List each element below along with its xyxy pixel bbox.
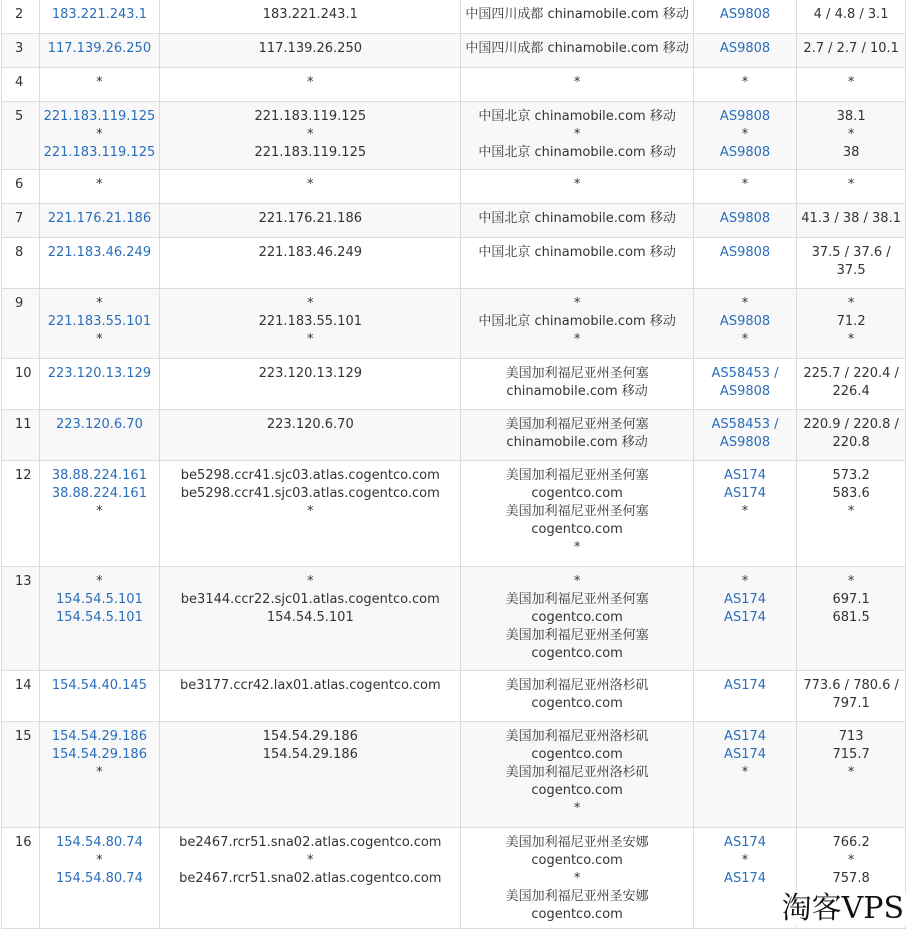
hop-latency-cell <box>797 204 906 238</box>
hop-hostname: 154.54.29.186 <box>262 729 358 744</box>
hop-location-cell <box>461 567 693 671</box>
hop-location: 中国北京 chinamobile.com 移动 <box>478 145 676 160</box>
hop-location: 美国加利福尼亚州圣何塞 <box>505 417 649 432</box>
hop-row <box>2 238 906 289</box>
hop-asn-cell <box>693 722 796 828</box>
hop-asn-cell <box>693 0 796 34</box>
hop-latency-cell <box>797 671 906 722</box>
hop-asn[interactable]: AS174 <box>724 747 767 762</box>
hop-hostname: 221.183.119.125 <box>254 145 367 160</box>
hop-number: 15 <box>15 729 32 744</box>
hop-row <box>2 410 906 461</box>
hop-ip-cell <box>39 0 160 34</box>
hop-latency: * <box>847 765 855 780</box>
hop-hostname: * <box>307 332 314 347</box>
hop-hostname: 183.221.243.1 <box>262 7 358 22</box>
hop-hostname-cell <box>160 170 461 204</box>
hop-latency: 757.8 <box>832 871 870 886</box>
hop-asn[interactable]: AS174 <box>724 729 767 744</box>
hop-location-cell <box>461 34 693 68</box>
hop-location: * <box>573 574 581 589</box>
hop-number-cell <box>2 461 40 567</box>
hop-location-cell <box>461 170 693 204</box>
hop-location-cell <box>461 671 693 722</box>
hop-asn[interactable]: AS174 <box>724 486 767 501</box>
hop-location: * <box>573 801 581 816</box>
hop-location: 美国加利福尼亚州圣何塞 <box>505 468 649 483</box>
hop-location: * <box>573 540 581 555</box>
hop-hostname: 117.139.26.250 <box>258 41 362 56</box>
hop-latency: 697.1 <box>832 592 870 607</box>
hop-asn-cell <box>693 671 796 722</box>
hop-location-cell <box>461 289 693 359</box>
hop-latency: 37.5 / 37.6 / <box>811 245 891 260</box>
hop-asn: * <box>741 127 749 142</box>
hop-latency: 583.6 <box>832 486 870 501</box>
hop-location: cogentco.com <box>531 747 623 762</box>
hop-asn-cell <box>693 204 796 238</box>
hop-ip[interactable]: 223.120.13.129 <box>47 366 152 381</box>
hop-latency: 2.7 / 2.7 / 10.1 <box>803 41 899 56</box>
hop-latency-cell <box>797 410 906 461</box>
hop-latency: 773.6 / 780.6 / <box>803 678 899 693</box>
hop-location-cell <box>461 238 693 289</box>
hop-number: 4 <box>15 75 24 90</box>
hop-number: 5 <box>15 109 24 124</box>
hop-asn: * <box>741 177 749 192</box>
hop-number-cell <box>2 722 40 828</box>
hop-ip[interactable]: 221.183.119.125 <box>43 145 156 160</box>
hop-hostname: * <box>307 574 314 589</box>
hop-asn[interactable]: AS9808 <box>719 435 771 450</box>
hop-asn[interactable]: AS174 <box>724 678 767 693</box>
hop-location: * <box>573 177 581 192</box>
hop-ip: * <box>96 853 103 868</box>
hop-latency: 766.2 <box>832 835 870 850</box>
hop-ip[interactable]: 221.183.119.125 <box>43 109 156 124</box>
hop-latency-cell <box>797 68 906 102</box>
hop-location: 美国加利福尼亚州圣何塞 <box>505 366 649 381</box>
hop-ip-cell <box>39 567 160 671</box>
hop-latency: 37.5 <box>836 263 866 278</box>
hop-hostname-cell <box>160 567 461 671</box>
hop-hostname: be2467.rcr51.sna02.atlas.cogentco.com <box>179 871 442 886</box>
hop-ip[interactable]: 154.54.29.186 <box>51 747 147 762</box>
hop-asn: * <box>741 765 749 780</box>
hop-location: cogentco.com <box>531 522 623 537</box>
hop-latency: * <box>847 853 855 868</box>
hop-ip[interactable]: 38.88.224.161 <box>51 468 147 483</box>
hop-number-cell <box>2 828 40 929</box>
hop-latency: * <box>847 75 855 90</box>
hop-row <box>2 68 906 102</box>
hop-asn: * <box>741 75 749 90</box>
hop-hostname: * <box>307 296 314 311</box>
hop-location: * <box>573 127 581 142</box>
hop-ip: * <box>96 332 103 347</box>
hop-asn-cell <box>693 289 796 359</box>
hop-ip-cell <box>39 671 160 722</box>
hop-location-cell <box>461 204 693 238</box>
hop-ip: * <box>96 765 103 780</box>
hop-location: cogentco.com <box>531 696 623 711</box>
hop-number-cell <box>2 567 40 671</box>
hop-latency-cell <box>797 238 906 289</box>
hop-latency-cell <box>797 0 906 34</box>
hop-row <box>2 461 906 567</box>
hop-asn[interactable]: AS174 <box>724 468 767 483</box>
hop-ip[interactable]: 183.221.243.1 <box>51 7 147 22</box>
hop-location-cell <box>461 102 693 170</box>
hop-hostname-cell <box>160 671 461 722</box>
hop-hostname: 223.120.13.129 <box>258 366 362 381</box>
hop-location-cell <box>461 68 693 102</box>
hop-location-cell <box>461 359 693 410</box>
hop-row <box>2 0 906 34</box>
hop-latency-cell <box>797 722 906 828</box>
hop-ip-cell <box>39 170 160 204</box>
hop-hostname: be3144.ccr22.sjc01.atlas.cogentco.com <box>180 592 440 607</box>
hop-latency: 38 <box>842 145 860 160</box>
hop-ip[interactable]: 117.139.26.250 <box>47 41 152 56</box>
hop-number-cell <box>2 68 40 102</box>
hop-location: cogentco.com <box>531 783 623 798</box>
hop-ip[interactable]: 154.54.29.186 <box>51 729 147 744</box>
hop-asn-cell <box>693 102 796 170</box>
hop-location: 中国北京 chinamobile.com 移动 <box>478 245 676 260</box>
hop-hostname: 154.54.29.186 <box>262 747 358 762</box>
hop-latency: 713 <box>838 729 864 744</box>
hop-asn[interactable]: AS174 <box>724 871 767 886</box>
hop-ip-cell <box>39 461 160 567</box>
hop-latency: 71.2 <box>836 314 866 329</box>
hop-number: 16 <box>15 835 32 850</box>
hop-latency-cell <box>797 170 906 204</box>
hop-asn-cell <box>693 238 796 289</box>
hop-asn: * <box>741 574 749 589</box>
hop-location: cogentco.com <box>531 486 623 501</box>
hop-number-cell <box>2 671 40 722</box>
hop-location-cell <box>461 722 693 828</box>
hop-hostname: * <box>307 504 314 519</box>
hop-location-cell <box>461 828 693 929</box>
hop-row <box>2 170 906 204</box>
hop-row <box>2 34 906 68</box>
hop-ip[interactable]: 221.183.55.101 <box>47 314 152 329</box>
hop-hostname: 221.183.119.125 <box>254 109 367 124</box>
hop-number: 14 <box>15 678 32 693</box>
hop-hostname-cell <box>160 0 461 34</box>
hop-hostname: * <box>307 127 314 142</box>
hop-ip: * <box>96 574 103 589</box>
hop-hostname: 223.120.6.70 <box>266 417 354 432</box>
hop-location: 中国四川成都 chinamobile.com 移动 <box>465 7 689 22</box>
hop-ip-cell <box>39 68 160 102</box>
hop-ip[interactable]: 154.54.80.74 <box>56 871 143 886</box>
hop-hostname-cell <box>160 461 461 567</box>
hop-asn[interactable]: AS9808 <box>719 211 771 226</box>
hop-ip: * <box>96 296 103 311</box>
hop-ip: * <box>96 75 103 90</box>
hop-asn[interactable]: AS58453 / <box>711 417 779 432</box>
hop-number: 3 <box>15 41 24 56</box>
hop-latency: 220.9 / 220.8 / <box>803 417 899 432</box>
hop-number-cell <box>2 359 40 410</box>
hop-asn[interactable]: AS174 <box>724 835 767 850</box>
hop-location: 美国加利福尼亚州圣安娜 <box>505 889 649 904</box>
hop-asn[interactable]: AS9808 <box>719 7 771 22</box>
hop-ip-cell <box>39 204 160 238</box>
hop-location: chinamobile.com 移动 <box>506 384 648 399</box>
hop-asn-cell <box>693 410 796 461</box>
hop-row <box>2 102 906 170</box>
hop-ip[interactable]: 154.54.40.145 <box>51 678 147 693</box>
hop-hostname: be2467.rcr51.sna02.atlas.cogentco.com <box>179 835 442 850</box>
hop-ip-cell <box>39 410 160 461</box>
hop-latency-cell <box>797 289 906 359</box>
hop-number: 13 <box>15 574 32 589</box>
hop-location: 中国北京 chinamobile.com 移动 <box>478 109 676 124</box>
hop-hostname-cell <box>160 828 461 929</box>
hop-row <box>2 359 906 410</box>
hop-row <box>2 289 906 359</box>
hop-latency-cell <box>797 461 906 567</box>
hop-hostname: * <box>307 177 314 192</box>
hop-latency: 573.2 <box>832 468 870 483</box>
hop-asn-cell <box>693 34 796 68</box>
hop-latency: * <box>847 296 855 311</box>
hop-number: 7 <box>15 211 24 226</box>
hop-hostname: 221.176.21.186 <box>258 211 362 226</box>
hop-asn[interactable]: AS9808 <box>719 314 771 329</box>
hop-location: cogentco.com <box>531 646 623 661</box>
hop-hostname-cell <box>160 722 461 828</box>
hop-hostname: * <box>307 75 314 90</box>
hop-latency-cell <box>797 567 906 671</box>
hop-location: cogentco.com <box>531 853 623 868</box>
hop-row <box>2 722 906 828</box>
hop-latency: * <box>847 574 855 589</box>
hop-ip-cell <box>39 722 160 828</box>
hop-latency: 4 / 4.8 / 3.1 <box>813 7 889 22</box>
hop-location: 中国北京 chinamobile.com 移动 <box>478 314 676 329</box>
hop-hostname-cell <box>160 238 461 289</box>
hop-asn: * <box>741 296 749 311</box>
hop-number-cell <box>2 238 40 289</box>
hop-location: 美国加利福尼亚州圣何塞 <box>505 592 649 607</box>
hop-location: 中国四川成都 chinamobile.com 移动 <box>465 41 689 56</box>
hop-number: 10 <box>15 366 32 381</box>
hop-number: 6 <box>15 177 24 192</box>
hop-latency: 715.7 <box>832 747 870 762</box>
hop-location: * <box>573 332 581 347</box>
hop-ip[interactable]: 223.120.6.70 <box>56 417 143 432</box>
hop-asn: * <box>741 853 749 868</box>
hop-ip-cell <box>39 289 160 359</box>
hop-number-cell <box>2 204 40 238</box>
hop-hostname-cell <box>160 410 461 461</box>
hop-hostname-cell <box>160 359 461 410</box>
hop-asn[interactable]: AS9808 <box>719 384 771 399</box>
hop-ip[interactable]: 221.176.21.186 <box>47 211 152 226</box>
hop-asn[interactable]: AS174 <box>724 592 767 607</box>
hop-number: 8 <box>15 245 24 260</box>
hop-location: cogentco.com <box>531 907 623 922</box>
hop-location-cell <box>461 410 693 461</box>
hop-row <box>2 671 906 722</box>
hop-hostname-cell <box>160 289 461 359</box>
hop-number-cell <box>2 0 40 34</box>
hop-asn-cell <box>693 567 796 671</box>
hop-ip-cell <box>39 34 160 68</box>
hop-hostname-cell <box>160 102 461 170</box>
hop-location: 美国加利福尼亚州洛杉矶 <box>505 678 649 693</box>
hop-asn: * <box>741 504 749 519</box>
hop-asn[interactable]: AS9808 <box>719 41 771 56</box>
hop-ip: * <box>96 177 103 192</box>
hop-latency: * <box>847 504 855 519</box>
hop-asn-cell <box>693 461 796 567</box>
hop-hostname: * <box>307 853 314 868</box>
hop-number-cell <box>2 410 40 461</box>
hop-location: 美国加利福尼亚州圣安娜 <box>505 835 649 850</box>
hop-location-cell <box>461 0 693 34</box>
hop-hostname: 221.183.55.101 <box>258 314 362 329</box>
hop-latency: * <box>847 127 855 142</box>
hop-row <box>2 204 906 238</box>
hop-hostname: 221.183.46.249 <box>258 245 362 260</box>
hop-ip[interactable]: 38.88.224.161 <box>51 486 147 501</box>
hop-location: 美国加利福尼亚州洛杉矶 <box>505 765 649 780</box>
hop-latency-cell <box>797 102 906 170</box>
hop-ip-cell <box>39 238 160 289</box>
hop-location: 美国加利福尼亚州洛杉矶 <box>505 729 649 744</box>
hop-ip-cell <box>39 102 160 170</box>
hop-number-cell <box>2 289 40 359</box>
hop-asn[interactable]: AS58453 / <box>711 366 779 381</box>
traceroute-rows <box>2 0 906 929</box>
hop-ip[interactable]: 221.183.46.249 <box>47 245 152 260</box>
hop-latency: 225.7 / 220.4 / <box>803 366 899 381</box>
hop-hostname: be3177.ccr42.lax01.atlas.cogentco.com <box>179 678 441 693</box>
hop-hostname: 154.54.5.101 <box>266 610 354 625</box>
hop-ip: * <box>96 504 103 519</box>
hop-asn[interactable]: AS9808 <box>719 245 771 260</box>
hop-location: * <box>573 75 581 90</box>
traceroute-table <box>1 0 906 929</box>
hop-ip: * <box>96 127 103 142</box>
hop-latency: * <box>847 177 855 192</box>
hop-ip[interactable]: 154.54.5.101 <box>56 610 143 625</box>
hop-hostname-cell <box>160 204 461 238</box>
hop-ip[interactable]: 154.54.80.74 <box>56 835 143 850</box>
hop-asn-cell <box>693 359 796 410</box>
hop-asn: * <box>741 332 749 347</box>
hop-location-cell <box>461 461 693 567</box>
hop-number-cell <box>2 34 40 68</box>
hop-latency: 226.4 <box>832 384 870 399</box>
hop-latency: 38.1 <box>836 109 866 124</box>
hop-asn[interactable]: AS9808 <box>719 145 771 160</box>
hop-number: 2 <box>15 7 24 22</box>
hop-row <box>2 567 906 671</box>
hop-location: cogentco.com <box>531 610 623 625</box>
hop-number: 12 <box>15 468 32 483</box>
hop-location: 美国加利福尼亚州圣何塞 <box>505 504 649 519</box>
hop-number: 11 <box>15 417 32 432</box>
hop-location: * <box>573 296 581 311</box>
hop-hostname: be5298.ccr41.sjc03.atlas.cogentco.com <box>180 486 440 501</box>
hop-number-cell <box>2 170 40 204</box>
hop-location: 中国北京 chinamobile.com 移动 <box>478 211 676 226</box>
hop-row <box>2 828 906 929</box>
hop-asn[interactable]: AS174 <box>724 610 767 625</box>
hop-latency-cell <box>797 359 906 410</box>
hop-hostname: be5298.ccr41.sjc03.atlas.cogentco.com <box>180 468 440 483</box>
hop-asn-cell <box>693 68 796 102</box>
hop-number-cell <box>2 102 40 170</box>
hop-latency-cell <box>797 34 906 68</box>
hop-number: 9 <box>15 296 24 311</box>
hop-location: chinamobile.com 移动 <box>506 435 648 450</box>
hop-latency: 41.3 / 38 / 38.1 <box>801 211 901 226</box>
hop-latency: * <box>847 332 855 347</box>
hop-latency: 797.1 <box>832 696 870 711</box>
hop-ip-cell <box>39 359 160 410</box>
hop-ip-cell <box>39 828 160 929</box>
hop-ip[interactable]: 154.54.5.101 <box>56 592 143 607</box>
hop-asn-cell <box>693 170 796 204</box>
hop-latency: 681.5 <box>832 610 870 625</box>
hop-hostname-cell <box>160 34 461 68</box>
watermark-logo: 淘客VPS <box>781 891 904 926</box>
hop-location: * <box>573 871 581 886</box>
hop-latency: 220.8 <box>832 435 870 450</box>
hop-asn[interactable]: AS9808 <box>719 109 771 124</box>
hop-location: 美国加利福尼亚州圣何塞 <box>505 628 649 643</box>
hop-hostname-cell <box>160 68 461 102</box>
